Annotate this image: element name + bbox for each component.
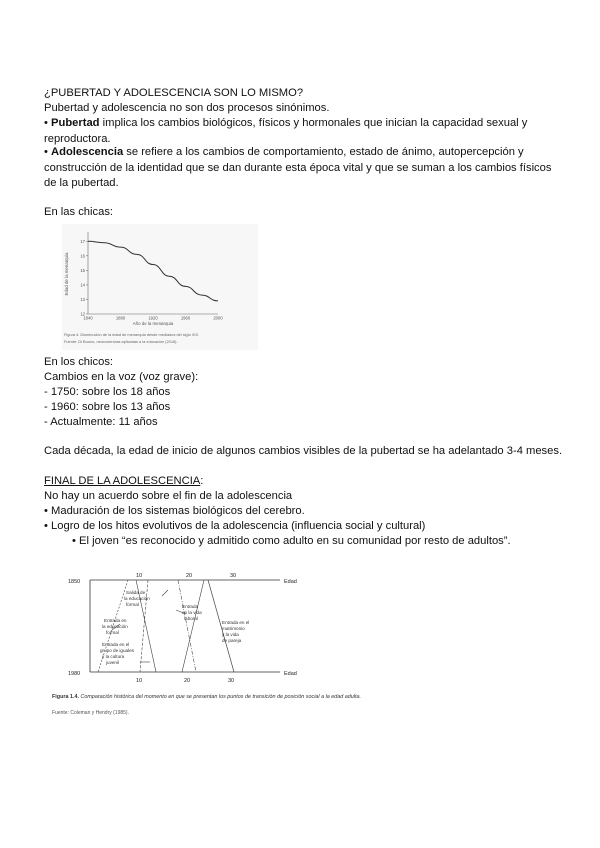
no-acuerdo-text: No hay un acuerdo sobre el fin de la adolescencia [44,490,293,502]
y-tick-label: 14 [80,282,85,288]
chart-source: Fuente: Di Buono, neurociencias aplicadas a la educación (2018). [64,339,178,344]
diagram-source: Fuente: Coleman y Hendry (1985). [52,710,129,716]
decada-text: Cada década, la edad de inicio de algunos cambios visibles de la pubertad se ha adelantado 3-4 meses. [44,445,563,457]
tick-bottom: 10 [136,678,143,684]
adolescencia-term: Adolescencia [51,146,124,158]
voz-item: - 1750: sobre los 18 años [44,386,171,398]
y-tick-label: 17 [80,238,85,244]
section-heading: ¿PUBERTAD Y ADOLESCENCIA SON LO MISMO? [44,87,304,99]
arrow [162,590,168,596]
label-laboral: laboral [184,616,198,621]
x-tick-label: 1840 [83,315,93,321]
tick-top: 10 [136,573,143,579]
caption-rest: Comparación histórica del momento en que se presentan los puntos de transición de posición social a la edad adulta. [78,694,361,700]
label-grupo: juvenil [106,660,120,665]
final-heading [44,474,203,489]
label-salida: la educación [124,596,150,601]
label-salida: formal [126,602,139,607]
label-laboral: Entrada [182,604,199,609]
menarche-chart [62,224,258,350]
list-item: • Maduración de los sistemas biológicos del cerebro. [44,505,305,517]
label-grupo: Entrada en el [102,642,130,647]
final-heading-colon: : [200,475,204,487]
voz-item: - Actualmente: 11 años [44,416,158,428]
x-tick-label: 1920 [148,315,158,321]
label-grupo: y la cultura [102,654,125,659]
tick-top: 20 [186,573,193,579]
final-heading-text: FINAL DE LA ADOLESCENCIA [44,475,201,487]
label-grupo: grupo de iguales [100,648,134,653]
label-matrimonio: de pareja [222,638,242,643]
sub-list-item: • El joven “es reconocido y admitido como adulto en su comunidad por resto de adultos”. [72,535,511,547]
edad-top: Edad [284,579,297,585]
y-tick-label: 12 [80,311,85,317]
edad-bottom: Edad [284,671,297,677]
label-matrimonio: Entrada en el [222,620,250,625]
x-tick-label: 1880 [115,315,126,321]
transition-diagram-svg [44,564,361,728]
x-tick-labels [83,316,223,321]
voz-item: - 1960: sobre los 13 años [44,401,171,413]
line-laboral-2 [182,580,204,672]
pubertad-paragraph: • Pubertad implica los cambios biológicos, físicos y hormonales que inician la capacidad sexual y reproductora. [44,117,528,145]
label-entrada-educacion: la educación [102,624,128,629]
label-laboral: en la vida [182,610,202,615]
y-tick-label: 15 [80,267,85,273]
y-tick-label: 13 [80,296,85,302]
menarche-chart-svg [62,224,258,350]
chicas-label: En las chicas: [44,206,114,218]
caption-bold: Figura 1.4. [52,694,79,700]
tick-bottom: 20 [184,678,191,684]
y-tick-labels [80,239,88,317]
y-axis-label: Edad de la menarquia [64,252,69,296]
y-tick-label: 16 [80,253,85,259]
voz-label: Cambios en la voz (voz grave): [44,371,199,383]
label-salida: Salida de [126,590,146,595]
x-tick-label: 2000 [213,315,223,321]
list-item: • Logro de los hitos evolutivos de la adolescencia (influencia social y cultural) [44,520,426,532]
chart-caption: Figura 4. Disminución de la edad de menarquia desde mediados del siglo XIX. [64,332,200,337]
pubertad-definition: implica los cambios biológicos, físicos y hormonales que inician la capacidad sexual y reproductora. [44,117,528,145]
x-axis-label: Año de la menarquia [132,321,174,326]
diagram-caption [52,694,361,700]
year-bottom: 1980 [68,671,81,677]
menarche-series-line [88,241,218,301]
adolescencia-paragraph: • Adolescencia se refiere a los cambios de comportamiento, estado de ánimo, autopercepción y construcción de la identidad que se dan durante esta época vital y que se suman a los cambios físicos de la pubertad. [44,146,552,189]
chicos-label: En los chicos: [44,356,114,368]
intro-text: Pubertad y adolescencia no son dos procesos sinónimos. [44,102,330,114]
tick-bottom: 30 [228,678,235,684]
tick-top: 30 [230,573,237,579]
pubertad-term: Pubertad [51,117,100,129]
label-matrimonio: matrimonio [222,626,245,631]
label-entrada-educacion: formal [106,630,119,635]
year-top: 1850 [68,579,81,585]
label-matrimonio: y la vida [222,632,239,637]
x-tick-label: 1960 [180,315,191,321]
adolescencia-definition: se refiere a los cambios de comportamiento, estado de ánimo, autopercepción y construcción de la identidad que se dan durante esta época vital y que se suman a los cambios físicos de la pubertad. [44,146,552,189]
transition-diagram [44,564,361,728]
label-entrada-educacion: Entrada en [104,618,127,623]
